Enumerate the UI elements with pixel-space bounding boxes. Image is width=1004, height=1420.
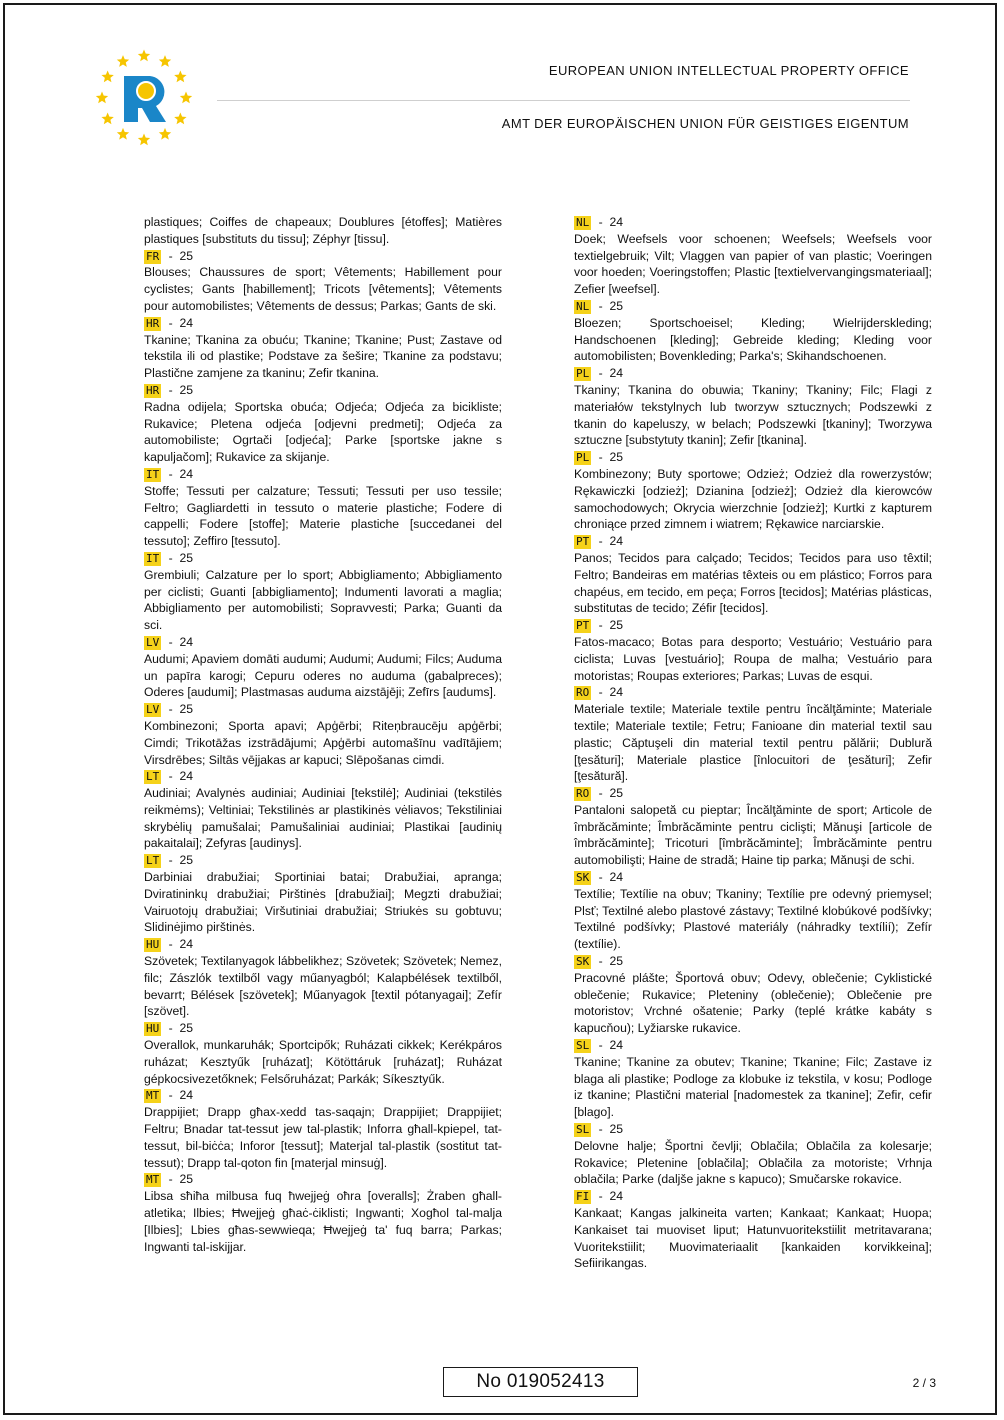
class-entry (144, 701, 502, 768)
class-entry (144, 315, 502, 382)
nice-class-number: 24 (179, 937, 194, 952)
goods-description: Tkanine; Tkanina za obuću; Tkanine; Tkanine; Pust; Zastave od tekstila ili od plastike; Podstave za šešire; Tkanine za podstavu; Plastične zamjene za tkaninu; Zefir tkanina. (144, 332, 502, 381)
language-code: HR (146, 383, 160, 397)
nice-class-number: 24 (609, 870, 624, 885)
class-entry (144, 466, 502, 550)
nice-class-number: 25 (179, 382, 194, 397)
office-name-en: EUROPEAN UNION INTELLECTUAL PROPERTY OFFICE (548, 63, 909, 78)
nice-class-number: 24 (609, 1189, 624, 1204)
language-code: NL (576, 299, 590, 313)
entry-header (144, 315, 502, 332)
separator: - (598, 685, 603, 700)
goods-description: Stoffe; Tessuti per calzature; Tessuti; Tessuti per uso tessile; Feltro; Gagliardetti in tessuto o materie plastiche; Fodere di cappelli; Fodere [stoffe]; Materie plastiche [succedanei del tessuto]; Zeffiro [tessuto]. (144, 483, 502, 549)
nice-class-number: 25 (609, 786, 624, 801)
entry-header (144, 1171, 502, 1188)
entry-header (574, 684, 932, 701)
language-code: SL (576, 1123, 590, 1137)
class-entry (144, 768, 502, 852)
goods-description: Panos; Tecidos para calçado; Tecidos; Tecidos para uso têxtil; Feltro; Bandeiras em matérias têxteis ou em plástico; Forros para chapéus, em tecido, em peça; Forros [tecidos]; Matérias plásticas, substitutas de tecido; Zéfir [tecidos]. (574, 550, 932, 616)
star-icon (159, 128, 171, 140)
continued-text: plastiques; Coiffes de chapeaux; Doublures [étoffes]; Matières plastiques [substituts du tissu]; Zéphyr [tissu]. (144, 215, 502, 246)
entry-header (574, 1121, 932, 1138)
nice-class-number: 25 (609, 298, 624, 313)
separator: - (168, 769, 173, 784)
class-entry (574, 365, 932, 449)
language-code: MT (146, 1089, 160, 1103)
goods-description: Overallok, munkaruhák; Sportcipők; Ruházati cikkek; Kerékpáros ruházat; Kesztyűk [ruházat]; Kötöttáruk [ruházat]; Ruházat gépkocsivezetőknek; Felsőruházat; Parkák; Síkesztyűk. (144, 1038, 502, 1086)
nice-class-number: 25 (179, 248, 194, 263)
language-code: LV (146, 703, 160, 717)
separator: - (168, 937, 173, 952)
separator: - (168, 248, 173, 263)
entry-header (144, 768, 502, 785)
language-code: PL (576, 367, 590, 381)
separator: - (168, 382, 173, 397)
goods-description: Kombinezony; Buty sportowe; Odzież; Odzież dla rowerzystów; Rękawiczki [odzież]; Dzianina [odzież]; Odzież dla kierowców samochodowych; Okrycia wierzchnie [odzież]; Kurtki z kapturem chroniące przed zimnem i wiatrem; Rękawice narciarskie. (574, 466, 932, 532)
class-entry (574, 1121, 932, 1188)
separator: - (598, 450, 603, 465)
goods-description: Doek; Weefsels voor schoenen; Weefsels; Weefsels voor textielgebruik; Vilt; Vlaggen van papier of van plastic; Voeringen voor hoeden; Voeringstoffen; Plastic [textielvervangingsmateriaal]; Zefier [weefsel]. (574, 231, 932, 297)
goods-description: Kombinezoni; Sporta apavi; Apģērbi; Riteņbraucēju apģērbi; Cimdi; Trikotāžas izstrādājumi; Apģērbi automašīnu vadītājiem; Virsdrēbes; Siltās vējjakas ar kapuci; Slēpošanas cimdi. (144, 718, 502, 767)
separator: - (168, 1172, 173, 1187)
language-code: PT (576, 535, 590, 549)
nice-class-number: 25 (179, 702, 194, 717)
separator: - (168, 1088, 173, 1103)
class-entry (574, 684, 932, 785)
nice-class-number: 24 (609, 685, 624, 700)
entry-header (574, 533, 932, 550)
goods-description: Pantaloni salopetă cu pieptar; Încălţăminte de sport; Articole de îmbrăcăminte; Îmbrăcăminte pentru ciclişti; Mănuşi [articole de îmbrăcăminte]; Tricoturi [îmbrăcăminte]; Îmbrăcăminte pentru automobilişti; Haine de stradă; Haine tip parka; Mănuşi de schi. (574, 802, 932, 868)
language-code: LV (146, 635, 160, 649)
goods-description: Tkanine; Tkanine za obutev; Tkanine; Tkanine; Filc; Zastave iz blaga ali plastike; Podloge za klobuke iz tekstila, v kosu; Podloge iz tkanine; Plastični material [nadomestek za tkanine]; Zefir, cefir [blago]. (574, 1054, 932, 1120)
nice-class-number: 25 (609, 450, 624, 465)
separator: - (168, 466, 173, 481)
left-entries (144, 248, 502, 1256)
class-entry (144, 936, 502, 1020)
separator: - (598, 618, 603, 633)
class-entry (574, 214, 932, 298)
nice-class-number: 24 (179, 466, 194, 481)
class-entry (574, 869, 932, 953)
registration-number-box (443, 1367, 638, 1397)
star-icon (159, 55, 171, 67)
class-entry (144, 550, 502, 634)
language-code: SL (576, 1039, 590, 1053)
entry-header (574, 298, 932, 315)
language-code: FR (146, 249, 160, 263)
goods-description: Fatos-macaco; Botas para desporto; Vestuário; Vestuário para ciclista; Luvas [vestuário]; Roupa de malha; Vestuário para motoristas; Roupas exteriores; Parkas; Luvas de esqui. (574, 634, 932, 683)
language-code: NL (576, 216, 590, 229)
goods-description: Kankaat; Kangas jalkineita varten; Kankaat; Kankaat; Huopa; Kankaiset tai muoviset liput; Hatunvuoritekstiilit metritavarana; Vuoritekstiilit; Muovimateriaalit [kankaiden korvikkeina]; Sefiirikangas. (574, 1206, 932, 1271)
entry-header (574, 785, 932, 802)
class-entry (574, 617, 932, 684)
entry-header (574, 365, 932, 382)
separator: - (598, 870, 603, 885)
nice-class-number: 25 (179, 1021, 194, 1036)
language-code: HR (146, 316, 160, 330)
separator: - (598, 1189, 603, 1204)
class-entry (574, 785, 932, 869)
class-entry (144, 852, 502, 936)
star-icon (180, 92, 192, 104)
entry-header (144, 1087, 502, 1104)
separator: - (168, 702, 173, 717)
class-entry (574, 1037, 932, 1121)
goods-description: Audumi; Apaviem domāti audumi; Audumi; Audumi; Filcs; Auduma un papīra karogi; Cepuru oderes no auduma (gabalpreces); Oderes [audumi]; Plastmasas auduma aizstājēji; Zefīrs [audums]. (144, 651, 502, 700)
entry-header (574, 449, 932, 466)
separator: - (598, 215, 603, 229)
registration-number: No 019052413 (476, 1371, 605, 1392)
language-code: LT (146, 770, 160, 784)
class-entry (144, 1171, 502, 1255)
goods-description: Tkaniny; Tkanina do obuwia; Tkaniny; Tkaniny; Filc; Flagi z materiałów tekstylnych lub tworzyw sztucznych; Podszewki z tkanin do kapeluszy, w belach; Podszewki [tkaniny]; Tworzywa sztuczne [substytuty tkanin]; Zefir [tkanina]. (574, 382, 932, 448)
separator: - (168, 634, 173, 649)
entry-header (144, 248, 502, 265)
separator: - (598, 954, 603, 969)
separator: - (598, 366, 603, 381)
separator: - (598, 1038, 603, 1053)
class-entry (144, 1020, 502, 1087)
nice-class-number: 25 (179, 550, 194, 565)
language-code: HU (146, 1022, 160, 1036)
star-icon (117, 128, 129, 140)
nice-class-number: 25 (609, 618, 624, 633)
nice-class-number: 24 (179, 634, 194, 649)
entry-header (144, 936, 502, 953)
goods-description: Audiniai; Avalynės audiniai; Audiniai [tekstilė]; Audiniai (tekstilės reikmėms); Veltiniai; Tekstilinės ar plastikinės vėliavos; Tekstiliniai skrybėlių pamušalai; Pamušaliniai audiniai; Plastikai [audinių pakaitalai]; Zefyras [audinys]. (144, 786, 502, 851)
class-entry (144, 248, 502, 315)
goods-description: Darbiniai drabužiai; Sportiniai batai; Drabužiai, apranga; Dviratininkų drabužiai; Pirštinės [drabužiai]; Megzti drabužiai; Vairuotojų drabužiai; Viršutiniai drabužiai; Striukės su gobtuvu; Slidinėjimo pirštinės. (144, 870, 502, 935)
entry-header (144, 634, 502, 651)
goods-description: Pracovné plášte; Športová obuv; Odevy, oblečenie; Cyklistické oblečenie; Rukavice; Pleteniny (oblečenie); Oblečenie pre motoristov; Vrchné ošatenie; Parky (teplé krátke kabáty s kapucňou); Lyžiarske rukavice. (574, 970, 932, 1036)
language-code: MT (146, 1173, 160, 1187)
entry-header (144, 1020, 502, 1037)
star-icon (117, 55, 129, 67)
nice-class-number: 25 (609, 954, 624, 969)
entry-header (144, 550, 502, 567)
class-entry (144, 382, 502, 466)
separator: - (598, 1122, 603, 1137)
entry-header (144, 382, 502, 399)
goods-description: Libsa sħiħa milbusa fuq ħwejjeġ oħra [overalls]; Żraben għall-atletika; Ilbies; Ħwejjeġ għaċ-ċiklisti; Ingwanti; Xogħol tal-malja [Ilbies]; Lbies għas-sewwieqa; Ħwejjeġ ta' fuq barra; Parkas; Ingwanti tal-iskijjar. (144, 1189, 502, 1254)
class-entry (574, 298, 932, 365)
class-entry (144, 1087, 502, 1171)
class-entry (144, 634, 502, 701)
separator: - (168, 315, 173, 330)
entry-header (574, 617, 932, 634)
nice-class-number: 24 (609, 534, 624, 549)
entry-header (574, 953, 932, 970)
nice-class-number: 24 (609, 1038, 624, 1053)
separator: - (598, 534, 603, 549)
language-code: SK (576, 955, 590, 969)
entry-header (574, 1188, 932, 1205)
star-icon (101, 113, 113, 125)
left-column (144, 214, 502, 1255)
class-entry (574, 533, 932, 617)
goods-description: Blouses; Chaussures de sport; Vêtements; Habillement pour cyclistes; Gants [habillement]; Tricots [vêtements]; Vêtements pour automobilistes; Vêtements de dessus; Parkas; Gants de ski. (144, 265, 502, 313)
separator: - (598, 786, 603, 801)
star-icon (174, 71, 186, 83)
separator: - (168, 1021, 173, 1036)
entry-header (144, 701, 502, 718)
nice-class-number: 25 (179, 853, 194, 868)
goods-description: Radna odijela; Sportska obuća; Odjeća; Odjeća za bicikliste; Rukavice; Pletena odjeća [odjevni predmeti]; Odjeća za automobiliste; Ogrtači [odjeća]; Parke [sportske jakne s kapuljačom]; Rukavice za skijanje. (144, 399, 502, 465)
goods-description: Drappijiet; Drapp għax-xedd tas-saqajn; Drappijiet; Drappijiet; Feltru; Bnadar tat-tessut jew tal-plastik; Inforra għall-kpiepel, tat-tessut, bil-biċċa; Inforor [tessut]; Materjal tal-plastik (sostitut tat-tessut); Drapp tal-qoton fin [materjal minsuġ]. (144, 1105, 502, 1170)
nice-class-number: 25 (179, 1172, 194, 1187)
nice-class-number: 24 (179, 315, 194, 330)
separator: - (598, 298, 603, 313)
language-code: PT (576, 619, 590, 633)
language-code: HU (146, 938, 160, 952)
star-icon (174, 113, 186, 125)
language-code: SK (576, 871, 590, 885)
page-number: 2 / 3 (912, 1376, 936, 1390)
nice-class-number: 24 (179, 1088, 194, 1103)
right-column (574, 214, 932, 1272)
language-code: IT (146, 467, 160, 481)
language-code: LT (146, 854, 160, 868)
entry-header (574, 214, 932, 231)
language-code: FI (576, 1190, 590, 1204)
logo-circle-icon (137, 82, 155, 100)
entry-header (574, 1037, 932, 1054)
euipo-logo-icon (94, 48, 194, 148)
separator: - (168, 853, 173, 868)
goods-description: Delovne halje; Športni čevlji; Oblačila; Oblačila za kolesarje; Rokavice; Pletenine [oblačila]; Oblačila za motoriste; Vrhnja oblačila; Parke (daljše jakne s kapuco); Smučarske rokavice. (574, 1138, 932, 1187)
header-divider (217, 100, 910, 101)
class-entry (574, 953, 932, 1037)
nice-class-number: 24 (179, 769, 194, 784)
language-code: PL (576, 451, 590, 465)
entry-header (144, 466, 502, 483)
goods-description: Textílie; Textílie na obuv; Tkaniny; Textílie pre odevný priemysel; Plsť; Textilné alebo plastové zástavy; Textilné klobúkové podšívky; Textilné podšívky; Plastové materiály (náhradky textílií); Zefír (textílie). (574, 886, 932, 952)
class-entry (574, 449, 932, 533)
goods-description: Materiale textile; Materiale textile pentru încălţăminte; Materiale textile; Materiale textile; Fetru; Fanioane din material textil sau plastic; Căptuşeli din material textil pentru pălării; Dublură [ţesături]; Materiale plastice [înlocuitori de ţesături]; Zefir [ţesătură]. (574, 702, 932, 784)
language-code: RO (576, 686, 590, 700)
star-icon (138, 50, 150, 62)
separator: - (168, 550, 173, 565)
entry-header (144, 852, 502, 869)
goods-description: Grembiuli; Calzature per lo sport; Abbigliamento; Abbigliamento per ciclisti; Guanti [abbigliamento]; Indumenti lavorati a maglia; Abbigliamento per automobilisti; Sopravvesti; Parka; Guanti da sci. (144, 567, 502, 633)
goods-description: Bloezen; Sportschoeisel; Kleding; Wielrijderskleding; Handschoenen [kleding]; Gebreide kleding; Kleding voor automobilisten; Bovenkleding; Parka's; Skihandschoenen. (574, 315, 932, 364)
nice-class-number: 24 (609, 215, 624, 229)
star-icon (96, 92, 108, 104)
entry-header (574, 869, 932, 886)
star-icon (138, 134, 150, 146)
language-code: RO (576, 787, 590, 801)
right-entries (574, 214, 932, 1272)
nice-class-number: 24 (609, 366, 624, 381)
star-icon (101, 71, 113, 83)
nice-class-number: 25 (609, 1122, 624, 1137)
goods-description: Szövetek; Textilanyagok lábbelikhez; Szövetek; Szövetek; Nemez, filc; Zászlók textilből vagy műanyagból; Kalapbélések textilből, bevarrt; Bélések [szövetek]; Műanyagok [textil pótanyagai]; Zefír [szövet]. (144, 954, 502, 1019)
class-entry (574, 1188, 932, 1272)
office-name-de: AMT DER EUROPÄISCHEN UNION FÜR GEISTIGES EIGENTUM (501, 116, 909, 131)
language-code: IT (146, 551, 160, 565)
